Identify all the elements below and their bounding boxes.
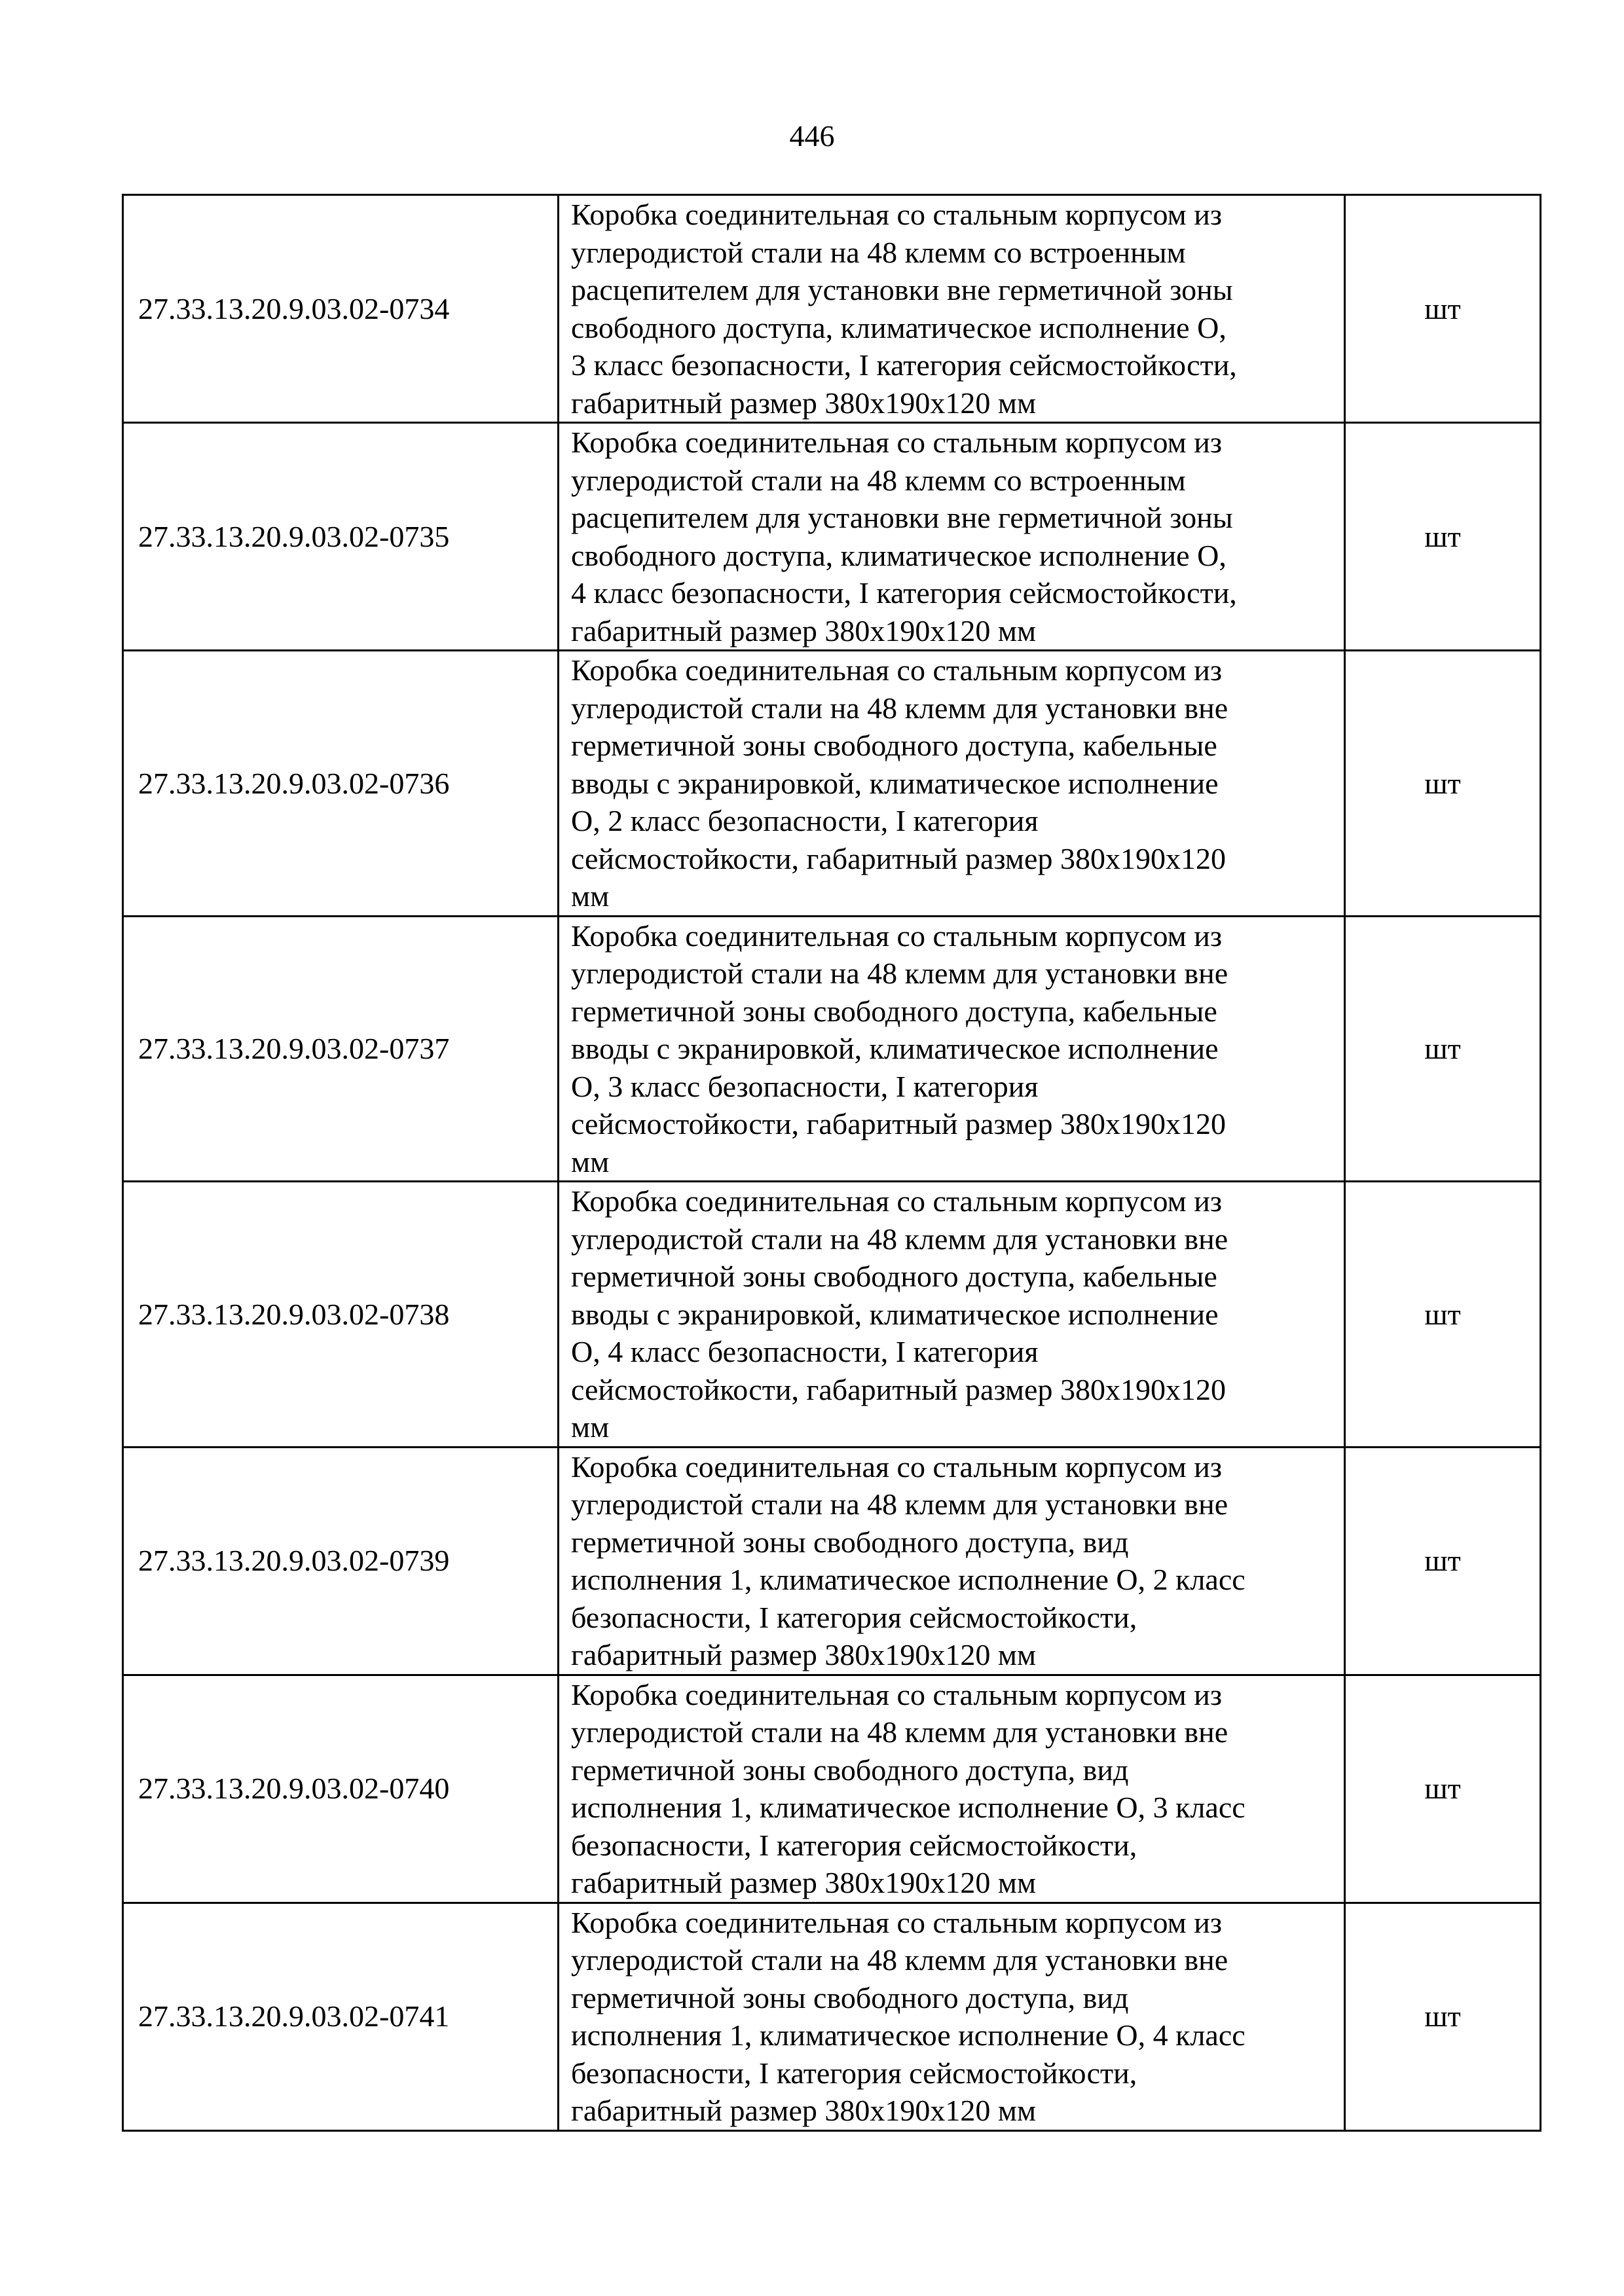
- unit-of-measure: шт: [1345, 1903, 1541, 2130]
- description-line: свободного доступа, климатическое исполнение О,: [571, 538, 1227, 572]
- unit-of-measure: шт: [1345, 1182, 1541, 1448]
- table-row: [123, 916, 1541, 1182]
- description-line: герметичной зоны свободного доступа, кабельные: [571, 1260, 1217, 1293]
- resource-description: [559, 1903, 1345, 2130]
- resource-code: 27.33.13.20.9.03.02-0737: [123, 916, 559, 1182]
- description-line: герметичной зоны свободного доступа, кабельные: [571, 994, 1217, 1028]
- description-line: мм: [571, 879, 610, 913]
- description-line: габаритный размер 380х190х120 мм: [571, 1638, 1037, 1671]
- table-row: [123, 1182, 1541, 1448]
- description-line: Коробка соединительная со стальным корпусом из: [571, 653, 1223, 687]
- unit-of-measure: шт: [1345, 651, 1541, 917]
- description-line: О, 4 класс безопасности, I категория: [571, 1335, 1039, 1368]
- description-line: Коробка соединительная со стальным корпусом из: [571, 1677, 1223, 1711]
- resource-table: [122, 194, 1541, 2132]
- description-line: углеродистой стали на 48 клемм для установки вне: [571, 1487, 1228, 1521]
- description-line: безопасности, I категория сейсмостойкости,: [571, 1828, 1137, 1862]
- resource-description: [559, 916, 1345, 1182]
- unit-of-measure: шт: [1345, 1675, 1541, 1903]
- description-line: сейсмостойкости, габаритный размер 380х190х120: [571, 841, 1226, 875]
- description-line: 4 класс безопасности, I категория сейсмостойкости,: [571, 576, 1237, 610]
- description-line: свободного доступа, климатическое исполнение О,: [571, 310, 1227, 344]
- description-line: Коробка соединительная со стальным корпусом из: [571, 426, 1223, 459]
- resource-code: 27.33.13.20.9.03.02-0738: [123, 1182, 559, 1448]
- description-line: сейсмостойкости, габаритный размер 380х190х120: [571, 1372, 1226, 1406]
- description-line: исполнения 1, климатическое исполнение О, 3 класс: [571, 1791, 1246, 1824]
- table-row: [123, 423, 1541, 651]
- table-row: [123, 1447, 1541, 1675]
- description-line: углеродистой стали на 48 клемм со встроенным: [571, 235, 1186, 269]
- description-line: мм: [571, 1144, 610, 1178]
- resource-description: [559, 1182, 1345, 1448]
- table-body: [123, 195, 1541, 2131]
- page-number: 446: [789, 119, 835, 153]
- table-row: [123, 1903, 1541, 2130]
- description-line: Коробка соединительная со стальным корпусом из: [571, 1449, 1223, 1484]
- unit-of-measure: шт: [1345, 423, 1541, 651]
- description-line: герметичной зоны свободного доступа, вид: [571, 1753, 1129, 1787]
- resource-description: [559, 1675, 1345, 1903]
- description-line: вводы с экранировкой, климатическое исполнение: [571, 766, 1219, 800]
- description-line: расцепителем для установки вне герметичной зоны: [571, 273, 1233, 306]
- unit-of-measure: шт: [1345, 916, 1541, 1182]
- resource-description: [559, 423, 1345, 651]
- resource-code: 27.33.13.20.9.03.02-0741: [123, 1903, 559, 2130]
- resource-description: [559, 195, 1345, 423]
- description-line: Коробка соединительная со стальным корпусом из: [571, 1184, 1223, 1218]
- description-line: О, 3 класс безопасности, I категория: [571, 1069, 1039, 1103]
- resource-code: 27.33.13.20.9.03.02-0736: [123, 651, 559, 917]
- description-line: углеродистой стали на 48 клемм для установки вне: [571, 1943, 1228, 1977]
- description-line: углеродистой стали на 48 клемм для установки вне: [571, 1715, 1228, 1749]
- description-line: исполнения 1, климатическое исполнение О, 2 класс: [571, 1563, 1246, 1596]
- description-line: углеродистой стали на 48 клемм со встроенным: [571, 463, 1186, 497]
- description-line: габаритный размер 380х190х120 мм: [571, 1866, 1037, 1899]
- resource-code: 27.33.13.20.9.03.02-0740: [123, 1675, 559, 1903]
- table-row: [123, 195, 1541, 423]
- description-line: герметичной зоны свободного доступа, кабельные: [571, 729, 1217, 762]
- description-line: мм: [571, 1410, 610, 1444]
- description-line: расцепителем для установки вне герметичной зоны: [571, 501, 1233, 534]
- description-line: Коробка соединительная со стальным корпусом из: [571, 919, 1223, 953]
- description-line: О, 2 класс безопасности, I категория: [571, 804, 1039, 837]
- description-line: исполнения 1, климатическое исполнение О, 4 класс: [571, 2018, 1246, 2052]
- description-line: вводы с экранировкой, климатическое исполнение: [571, 1032, 1219, 1065]
- description-line: углеродистой стали на 48 клемм для установки вне: [571, 1222, 1228, 1256]
- unit-of-measure: шт: [1345, 1447, 1541, 1675]
- description-line: сейсмостойкости, габаритный размер 380х190х120: [571, 1107, 1226, 1140]
- resource-description: [559, 1447, 1345, 1675]
- resource-description: [559, 651, 1345, 917]
- resource-code: 27.33.13.20.9.03.02-0739: [123, 1447, 559, 1675]
- description-line: вводы с экранировкой, климатическое исполнение: [571, 1297, 1219, 1331]
- description-line: габаритный размер 380х190х120 мм: [571, 2094, 1037, 2127]
- description-line: углеродистой стали на 48 клемм для установки вне: [571, 691, 1228, 725]
- table-row: [123, 1675, 1541, 1903]
- description-line: безопасности, I категория сейсмостойкости,: [571, 2056, 1137, 2090]
- table-row: [123, 651, 1541, 917]
- description-line: герметичной зоны свободного доступа, вид: [571, 1980, 1129, 2014]
- unit-of-measure: шт: [1345, 195, 1541, 423]
- description-line: габаритный размер 380х190х120 мм: [571, 613, 1037, 647]
- description-line: герметичной зоны свободного доступа, вид: [571, 1525, 1129, 1559]
- description-line: Коробка соединительная со стальным корпусом из: [571, 1905, 1223, 1939]
- description-line: безопасности, I категория сейсмостойкости,: [571, 1600, 1137, 1634]
- description-line: Коробка соединительная со стальным корпусом из: [571, 198, 1223, 231]
- description-line: углеродистой стали на 48 клемм для установки вне: [571, 957, 1228, 990]
- description-line: габаритный размер 380х190х120 мм: [571, 386, 1037, 420]
- description-line: 3 класс безопасности, I категория сейсмостойкости,: [571, 348, 1237, 382]
- resource-code: 27.33.13.20.9.03.02-0735: [123, 423, 559, 651]
- resource-code: 27.33.13.20.9.03.02-0734: [123, 195, 559, 423]
